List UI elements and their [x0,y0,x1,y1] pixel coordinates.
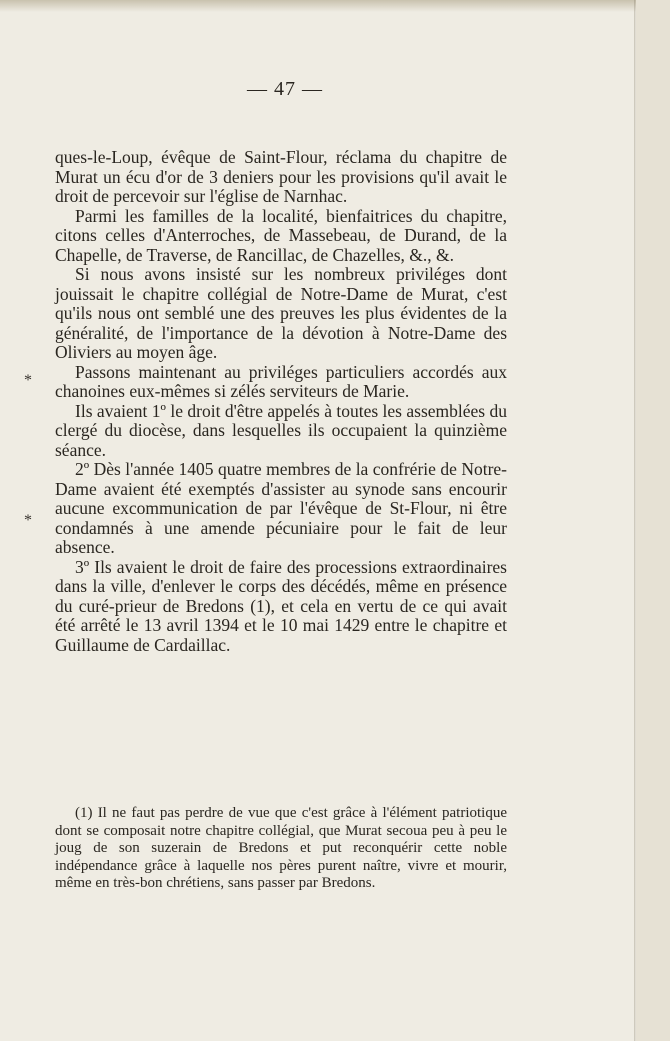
paragraph-1: ques-le-Loup, évêque de Saint-Flour, réclama du chapitre de Murat un écu d'or de 3 deniers pour les provisions qu'il avait le droit de percevoir sur l'église de Narnhac. [55,147,507,206]
paragraph-6: 2º Dès l'année 1405 quatre membres de la confrérie de Notre-Dame avaient été exemptés d'assister au synode sans encourir aucune excommunication de par l'évêque de St-Flour, ni être condamnés à une amende pécuniaire pour le fait de leur absence. [55,459,507,557]
paragraph-3: Si nous avons insisté sur les nombreux priviléges dont jouissait le chapitre collégial de Notre-Dame de Murat, c'est qu'ils nous ont semblé une des preuves les plus évidentes de la généralité, de l'importance de la dévotion à Notre-Dame des Oliviers au moyen âge. [55,264,507,362]
paragraph-4: Passons maintenant au priviléges particuliers accordés aux chanoines eux-mêmes si zélés serviteurs de Marie. [55,361,507,401]
paragraph-2: Parmi les familles de la localité, bienfaitrices du chapitre, citons celles d'Anterroches, de Massebeau, de Durand, de la Chapelle, de Traverse, de Rancillac, de Chazelles, &., &. [55,205,507,265]
page-top-edge [0,0,670,12]
margin-mark-2: * [24,512,32,529]
main-text [55,148,507,655]
paragraph-7: 3º Ils avaient le droit de faire des processions extraordinaires dans la ville, d'enlever le corps des décédés, même en présence du curé-prieur de Bredons (1), et cela en vertu de ce qui avait été arrêté le 13 avril 1394 et le 10 mai 1429 entre le chapitre et Guillaume de Cardaillac. [55,556,507,655]
page-right-margin [636,0,670,1041]
footnote-text: (1) Il ne faut pas perdre de vue que c'est grâce à l'élément patriotique dont se composait notre chapitre collégial, que Murat secoua peu à peu le joug de son suzerain de Bredons et put reconquérir cette noble indépendance grâce à laquelle nos pères purent naître, vivre et mourir, même en très-bon chrétiens, sans passer par Bredons. [55,805,507,891]
page-fold-line [634,0,636,1041]
footnote [55,805,507,893]
paragraph-5: Ils avaient 1º le droit d'être appelés à toutes les assemblées du clergé du diocèse, dans lesquelles ils occupaient la quinzième séance. [55,400,507,460]
page-number: — 47 — [247,78,323,100]
margin-mark-1: * [24,372,32,389]
